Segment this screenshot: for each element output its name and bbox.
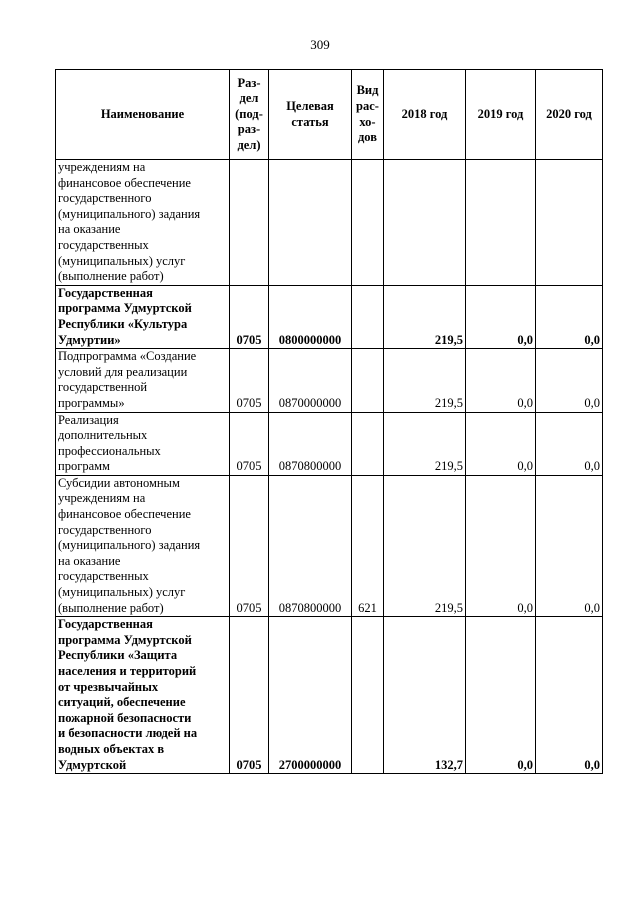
- row-2020: 0,0: [536, 285, 603, 348]
- row-expense-type: 621: [352, 475, 384, 616]
- row-2018: [384, 160, 466, 286]
- table-row: [56, 617, 603, 774]
- row-section: 0705: [230, 285, 269, 348]
- header-target: Целевая статья: [269, 70, 352, 160]
- table-row: [56, 475, 603, 616]
- row-name: учреждениям на финансовое обеспечение государственного (муниципального) задания на оказание государственных (муниципальных) услуг (выполнение работ): [56, 160, 230, 286]
- row-target: 0870800000: [269, 475, 352, 616]
- budget-table: [55, 69, 603, 774]
- row-section: 0705: [230, 412, 269, 475]
- row-section: 0705: [230, 617, 269, 774]
- row-expense-type: [352, 412, 384, 475]
- row-2020: 0,0: [536, 475, 603, 616]
- row-target: 2700000000: [269, 617, 352, 774]
- row-name: Подпрограмма «Создание условий для реализации государственной программы»: [56, 349, 230, 412]
- header-section: Раз- дел (под- раз- дел): [230, 70, 269, 160]
- row-name: Государственная программа Удмуртской Республики «Культура Удмуртии»: [56, 285, 230, 348]
- row-2018: 219,5: [384, 475, 466, 616]
- header-row: [56, 70, 603, 160]
- table-row: [56, 160, 603, 286]
- page-number: 309: [310, 37, 330, 52]
- row-2018: 219,5: [384, 285, 466, 348]
- row-section: [230, 160, 269, 286]
- table-row: [56, 285, 603, 348]
- row-2020: 0,0: [536, 617, 603, 774]
- row-2018: 219,5: [384, 349, 466, 412]
- row-target: 0800000000: [269, 285, 352, 348]
- header-2020: 2020 год: [536, 70, 603, 160]
- row-name: Субсидии автономным учреждениям на финансовое обеспечение государственного (муниципального) задания на оказание государственных (муниципальных) услуг (выполнение работ): [56, 475, 230, 616]
- row-section: 0705: [230, 349, 269, 412]
- row-2020: 0,0: [536, 412, 603, 475]
- header-name: Наименование: [56, 70, 230, 160]
- header-2019: 2019 год: [466, 70, 536, 160]
- row-expense-type: [352, 160, 384, 286]
- header-expense-type: Вид рас- хо- дов: [352, 70, 384, 160]
- row-target: 0870800000: [269, 412, 352, 475]
- row-2019: [466, 160, 536, 286]
- row-name: Реализация дополнительных профессиональных программ: [56, 412, 230, 475]
- row-2019: 0,0: [466, 475, 536, 616]
- row-2019: 0,0: [466, 617, 536, 774]
- table-row: [56, 412, 603, 475]
- row-2020: 0,0: [536, 349, 603, 412]
- row-name: Государственная программа Удмуртской Республики «Защита населения и территорий от чрезвычайных ситуаций, обеспечение пожарной безопасности и безопасности людей на водных объектах в Удмуртской: [56, 617, 230, 774]
- row-expense-type: [352, 617, 384, 774]
- row-2020: [536, 160, 603, 286]
- row-section: 0705: [230, 475, 269, 616]
- row-2019: 0,0: [466, 412, 536, 475]
- row-2018: 219,5: [384, 412, 466, 475]
- row-expense-type: [352, 285, 384, 348]
- row-target: [269, 160, 352, 286]
- table-row: [56, 349, 603, 412]
- header-2018: 2018 год: [384, 70, 466, 160]
- row-2018: 132,7: [384, 617, 466, 774]
- row-expense-type: [352, 349, 384, 412]
- row-2019: 0,0: [466, 285, 536, 348]
- row-2019: 0,0: [466, 349, 536, 412]
- row-target: 0870000000: [269, 349, 352, 412]
